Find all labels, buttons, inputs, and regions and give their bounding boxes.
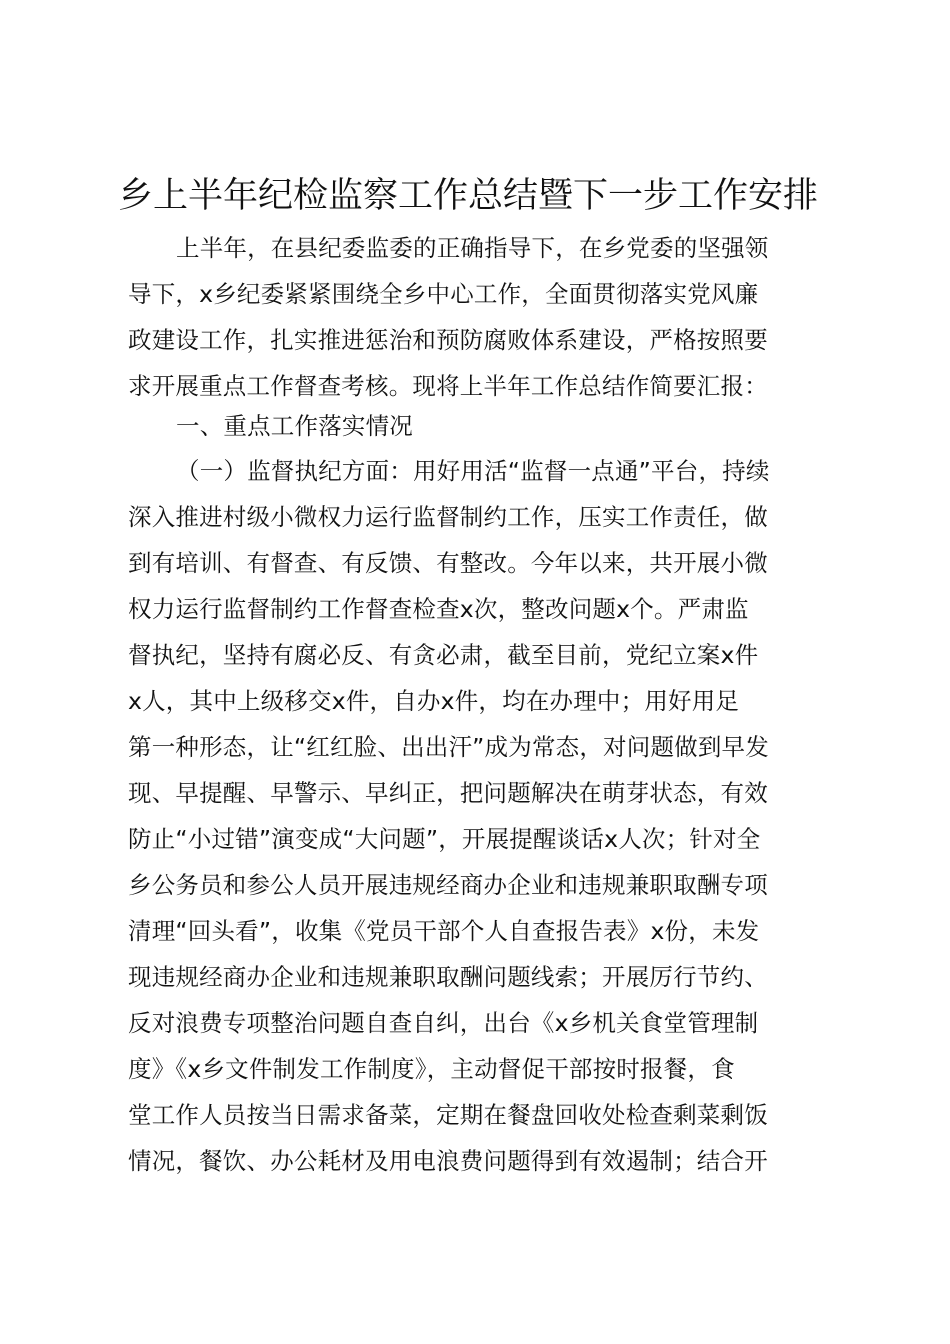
paragraph-line: 现、早提醒、早警示、早纠正，把问题解决在萌芽状态，有效 xyxy=(128,779,768,807)
paragraph-line: 反对浪费专项整治问题自查自纠，出台《x乡机关食堂管理制 xyxy=(128,1009,759,1037)
section-heading-block xyxy=(128,403,828,449)
paragraph-line: 到有培训、有督查、有反馈、有整改。今年以来，共开展小微 xyxy=(128,549,768,577)
paragraph-line: 乡公务员和参公人员开展违规经商办企业和违规兼职取酬专项 xyxy=(128,871,768,899)
intro-line: 导下，x乡纪委紧紧围绕全乡中心工作，全面贯彻落实党风廉 xyxy=(128,280,759,308)
paragraph-line: 深入推进村级小微权力运行监督制约工作，压实工作责任，做 xyxy=(128,503,768,531)
paragraph-line: （一）监督执纪方面：用好用活“监督一点通”平台，持续 xyxy=(176,457,770,485)
paragraph-line: 第一种形态，让“红红脸、出出汗”成为常态，对问题做到早发 xyxy=(128,733,769,761)
intro-line: 上半年，在县纪委监委的正确指导下，在乡党委的坚强领 xyxy=(176,234,769,262)
paragraph-line: 防止“小过错”演变成“大问题”，开展提醒谈话x人次；针对全 xyxy=(128,825,761,853)
section-heading: 一、重点工作落实情况 xyxy=(176,412,413,440)
document-title: 乡上半年纪检监察工作总结暨下一步工作安排 xyxy=(118,176,819,216)
paragraph-line: x人，其中上级移交x件，自办x件，均在办理中；用好用足 xyxy=(128,687,740,715)
paragraph-line: 现违规经商办企业和违规兼职取酬问题线索；开展厉行节约、 xyxy=(128,963,768,991)
paragraph-line: 度》《x乡文件制发工作制度》，主动督促干部按时报餐，食 xyxy=(128,1055,735,1083)
paragraph-line: 督执纪，坚持有腐必反、有贪必肃，截至目前，党纪立案x件 xyxy=(128,641,759,669)
paragraph-line: 堂工作人员按当日需求备菜，定期在餐盘回收处检查剩菜剩饭 xyxy=(128,1101,768,1129)
section1-paragraph xyxy=(128,448,828,1184)
paragraph-line: 清理“回头看”，收集《党员干部个人自查报告表》x份，未发 xyxy=(128,917,760,945)
intro-line: 政建设工作，扎实推进惩治和预防腐败体系建设，严格按照要 xyxy=(128,326,768,354)
paragraph-line: 情况，餐饮、办公耗材及用电浪费问题得到有效遏制；结合开 xyxy=(128,1147,768,1175)
intro-paragraph xyxy=(128,225,828,409)
intro-line: 求开展重点工作督查考核。现将上半年工作总结作简要汇报： xyxy=(128,372,768,400)
paragraph-line: 权力运行监督制约工作督查检查x次，整改问题x个。严肃监 xyxy=(128,595,749,623)
